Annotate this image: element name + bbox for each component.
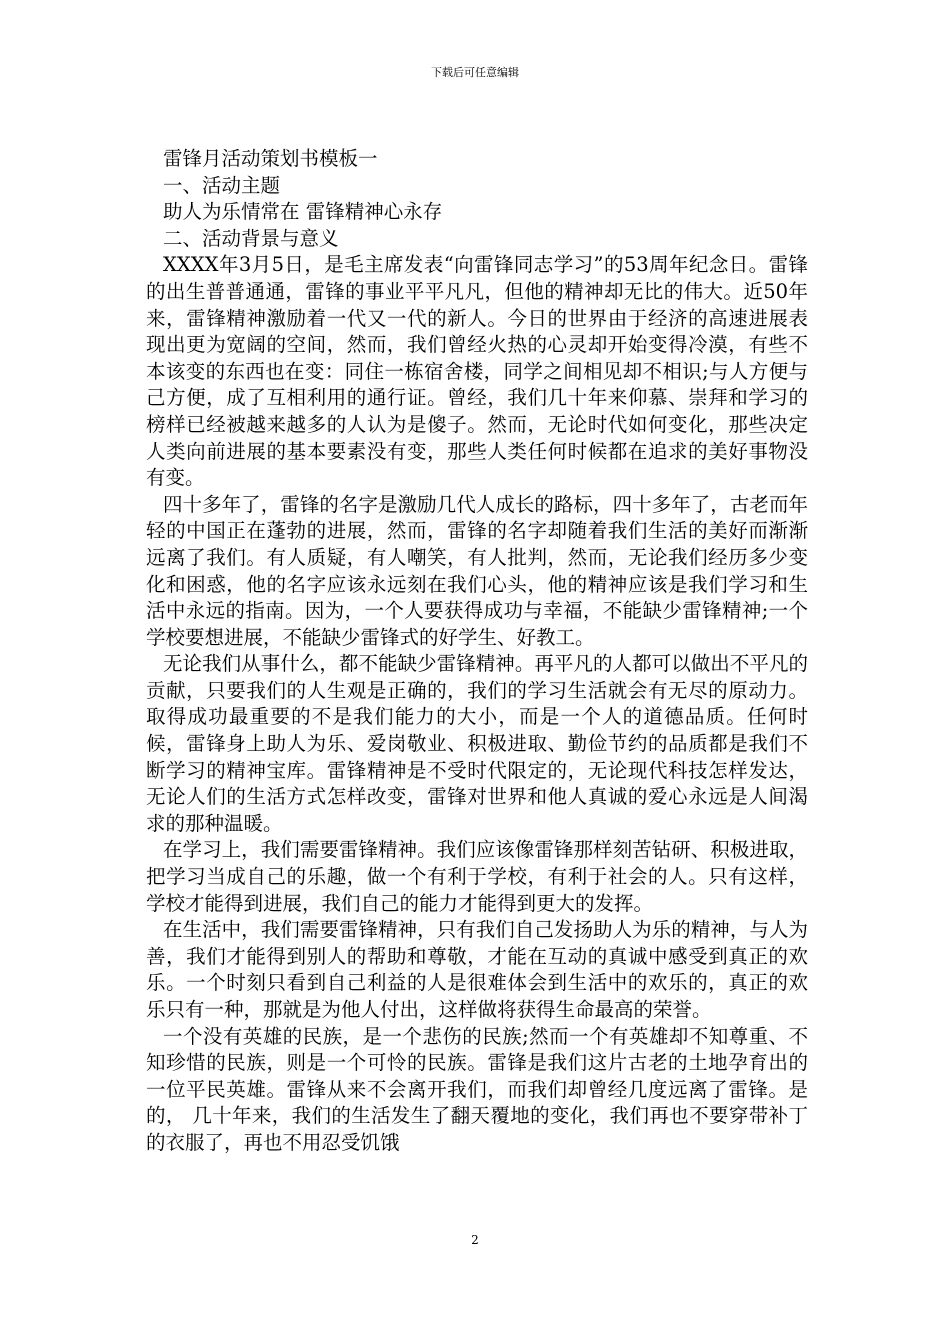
document-body xyxy=(146,146,808,1157)
section-heading-background: 二、活动背景与意义 xyxy=(163,226,339,250)
body-paragraph: 四十多年了，雷锋的名字是激励几代人成长的路标，四十多年了，古老而年轻的中国正在蓬勃的进展，然而，雷锋的名字却随着我们生活的美好而渐渐远离了我们。有人质疑，有人嘲笑，有人批判，然而，无论我们经历多少变化和困惑，他的名字应该永远刻在我们心头，他的精神应该是我们学习和生活中永远的指南。因为，一个人要获得成功与幸福，不能缺少雷锋精神;一个学校要想进展，不能缺少雷锋式的好学生、好教工。 xyxy=(146,492,808,649)
section-heading-theme: 一、活动主题 xyxy=(163,173,281,197)
header-note: 下载后可任意编辑 xyxy=(431,66,519,79)
body-paragraph: 在学习上，我们需要雷锋精神。我们应该像雷锋那样刻苦钻研、积极进取，把学习当成自己的乐趣，做一个有利于学校，有利于社会的人。只有这样，学校才能得到进展，我们自己的能力才能得到更大的发挥。 xyxy=(146,838,808,915)
body-paragraph: 无论我们从事什么，都不能缺少雷锋精神。再平凡的人都可以做出不平凡的贡献，只要我们的人生观是正确的，我们的学习生活就会有无尽的原动力。取得成功最重要的不是我们能力的大小，而是一个人的道德品质。任何时候，雷锋身上助人为乐、爱岗敬业、积极进取、勤俭节约的品质都是我们不断学习的精神宝库。雷锋精神是不受时代限定的，无论现代科技怎样发达，无论人们的生活方式怎样改变，雷锋对世界和他人真诚的爱心永远是人间渴求的那种温暖。 xyxy=(146,652,808,835)
body-paragraph: 在生活中，我们需要雷锋精神，只有我们自己发扬助人为乐的精神，与人为善，我们才能得到别人的帮助和尊敬，才能在互动的真诚中感受到真正的欢乐。一个时刻只看到自己利益的人是很难体会到生活中的欢乐的，真正的欢乐只有一种，那就是为他人付出，这样做将获得生命最高的荣誉。 xyxy=(146,918,808,1021)
body-paragraph: 一个没有英雄的民族，是一个悲伤的民族;然而一个有英雄却不知尊重、不知珍惜的民族，则是一个可怜的民族。雷锋是我们这片古老的土地孕育出的一位平民英雄。雷锋从来不会离开我们，而我们却曾经几度远离了雷锋。是的， 几十年来，我们的生活发生了翻天覆地的变化，我们再也不要穿带补丁的衣服了，再也不用忍受饥饿 xyxy=(146,1024,808,1154)
theme-text: 助人为乐情常在 雷锋精神心永存 xyxy=(163,200,443,224)
page-number: 2 xyxy=(471,1233,479,1247)
document-title: 雷锋月活动策划书模板一 xyxy=(163,147,378,170)
body-paragraph: XXXX年3月5日，是毛主席发表“向雷锋同志学习”的53周年纪念日。雷锋的出生普普通通，雷锋的事业平平凡凡，但他的精神却无比的伟大。近50年来，雷锋精神激励着一代又一代的新人。今日的世界由于经济的高速进展表现出更为宽阔的空间，然而，我们曾经火热的心灵却开始变得冷漠，有些不本该变的东西也在变：同住一栋宿舍楼，同学之间相见却不相识;与人方便与己方便，成了互相利用的通行证。曾经，我们几十年来仰慕、崇拜和学习的榜样已经被越来越多的人认为是傻子。然而，无论时代如何变化，那些决定人类向前进展的基本要素没有变，那些人类任何时候都在追求的美好事物没有变。 xyxy=(146,253,808,490)
